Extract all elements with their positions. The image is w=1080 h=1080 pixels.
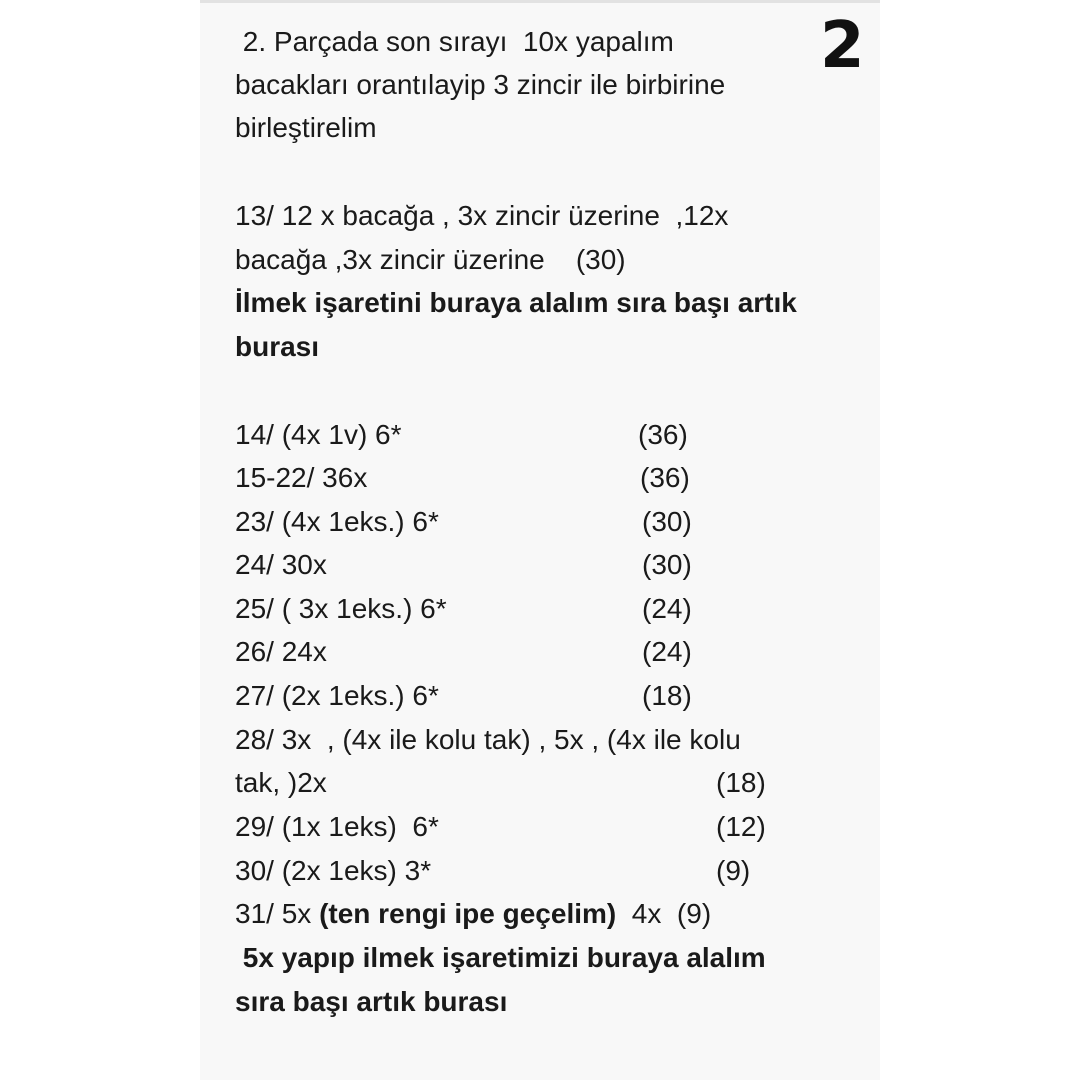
top-divider [200, 0, 880, 3]
intro-line-1: 2. Parçada son sırayı 10x yapalım [235, 26, 674, 57]
row-28-line-1: 28/ 3x , (4x ile kolu tak) , 5x , (4x ile kolu [235, 724, 741, 755]
row-13-line-2: bacağa ,3x zincir üzerine (30) [235, 244, 626, 275]
row-25-text: 25/ ( 3x 1eks.) 6* [235, 593, 447, 624]
row-27-text: 27/ (2x 1eks.) 6* [235, 680, 439, 711]
row-23-count: (30) [642, 506, 692, 537]
row-27-count: (18) [642, 680, 692, 711]
row-15-22-text: 15-22/ 36x [235, 462, 368, 493]
row-29-text: 29/ (1x 1eks) 6* [235, 811, 439, 842]
row-24-count: (30) [642, 549, 692, 580]
row-28-count: (18) [716, 767, 766, 798]
note-2-line-1: 5x yapıp ilmek işaretimizi buraya alalım [235, 942, 766, 973]
row-28-line-2: tak, )2x [235, 767, 327, 798]
row-14-text: 14/ (4x 1v) 6* [235, 419, 402, 450]
note-1-line-2: burası [235, 331, 320, 362]
row-31-prefix: 31/ 5x [235, 898, 320, 929]
row-14-count: (36) [638, 419, 688, 450]
note-1-line-1: İlmek işaretini buraya alalım sıra başı artık [235, 287, 797, 318]
row-31-suffix: 4x (9) [616, 898, 712, 929]
intro-line-3: birleştirelim [235, 112, 377, 143]
row-26-text: 26/ 24x [235, 636, 327, 667]
note-2-line-2: sıra başı artık burası [235, 986, 508, 1017]
page-number: 2 [820, 9, 865, 83]
row-13-line-1: 13/ 12 x bacağa , 3x zincir üzerine ,12x [235, 200, 729, 231]
row-30-count: (9) [716, 855, 751, 886]
row-25-count: (24) [642, 593, 692, 624]
row-24-text: 24/ 30x [235, 549, 327, 580]
intro-line-2: bacakları orantılayip 3 zincir ile birbirine [235, 69, 726, 100]
row-30-text: 30/ (2x 1eks) 3* [235, 855, 432, 886]
row-15-22-count: (36) [640, 462, 690, 493]
row-29-count: (12) [716, 811, 766, 842]
row-31-bold-note: (ten rengi ipe geçelim) [319, 898, 617, 929]
row-31 [235, 900, 711, 928]
row-26-count: (24) [642, 636, 692, 667]
row-23-text: 23/ (4x 1eks.) 6* [235, 506, 439, 537]
